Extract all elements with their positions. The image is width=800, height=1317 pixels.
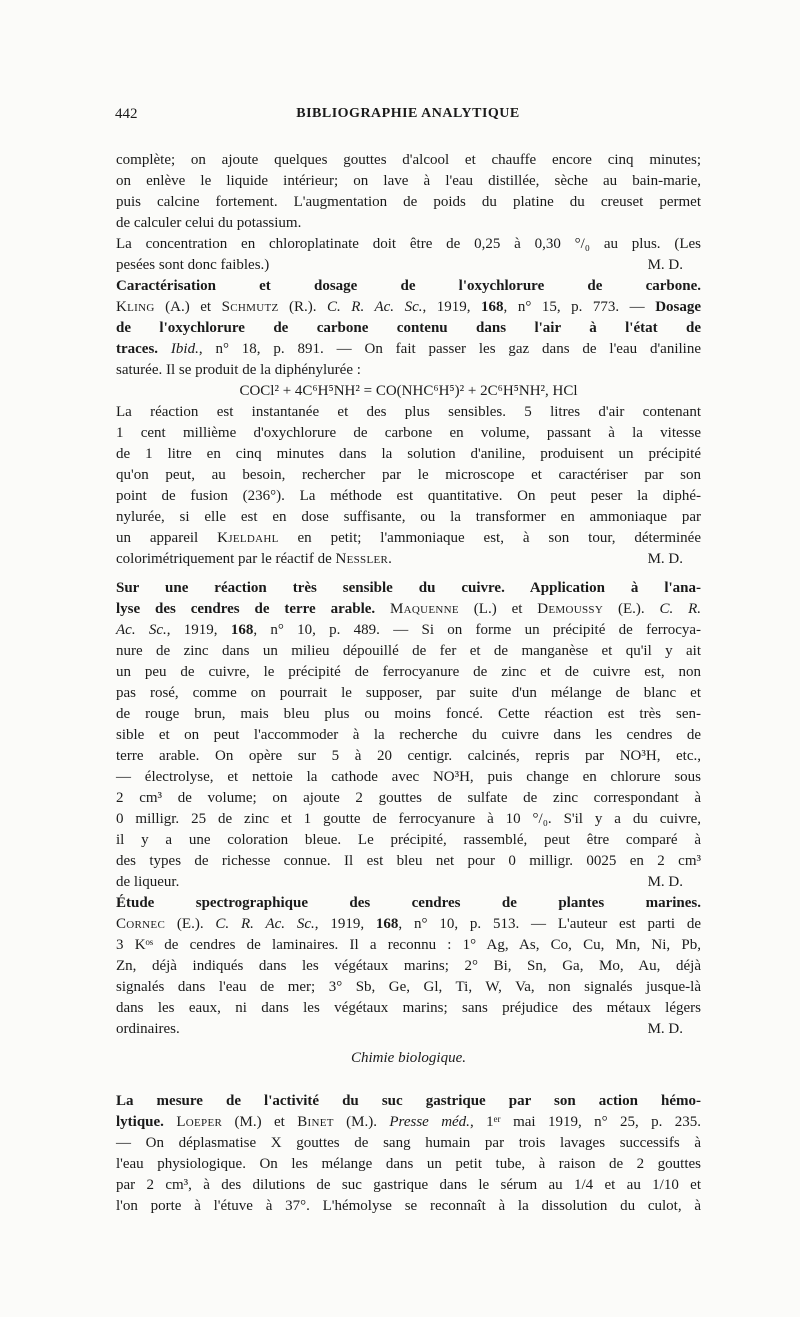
article-title — [116, 276, 701, 297]
text-fragment: (A.) et — [154, 299, 222, 315]
journal: Ibid. — [170, 341, 199, 357]
text-line — [116, 620, 701, 641]
text-fragment: , 1919, — [314, 916, 376, 932]
signature: M. D. — [647, 1021, 683, 1037]
text-fragment: (E.). — [165, 916, 216, 932]
text-fragment: en petit; l'ammoniaque est, à son tour, déterminée — [278, 530, 701, 546]
author: Loeper — [176, 1114, 223, 1130]
text-line: 2 cm³ de volume; on ajoute 2 gouttes de sulfate de zinc correspondant à — [116, 790, 701, 806]
title-text: de l'oxychlorure de carbone contenu dans l'air à l'état de — [116, 320, 701, 336]
text-line: puis calcine fortement. L'augmentation de poids du platine du creuset permet — [116, 194, 701, 210]
text-fragment: . — [388, 551, 392, 567]
text-line: complète; on ajoute quelques gouttes d'alcool et chauffe encore cinq minutes; — [116, 152, 701, 168]
author: Kling — [116, 299, 155, 315]
text-line: sible et on peut l'accommoder à la recherche du cuivre dans les cendres de — [116, 727, 701, 743]
text-fragment: ordinaires. — [116, 1021, 180, 1037]
text-line: — électrolyse, et nettoie la cathode avec NO³H, puis change en chlorure sous — [116, 769, 701, 785]
text-line: Zn, déjà indiqués dans les végétaux marins; 2° Bi, Sn, Ga, Mo, Au, déjà — [116, 958, 701, 974]
text-fragment: (M.) et — [222, 1114, 298, 1130]
text-fragment: (M.). — [333, 1114, 390, 1130]
article-title — [116, 318, 701, 339]
title-text: Étude spectrographique des cendres de plantes marines. — [116, 895, 701, 911]
text-fragment: , 1ᵉʳ mai 1919, n° 25, p. 235. — [469, 1114, 701, 1130]
text-fragment: (E.). — [603, 601, 660, 617]
person-name: Nessler — [335, 551, 389, 567]
text-line: 3 Kᵒˢ de cendres de laminaires. Il a reconnu : 1° Ag, As, Co, Cu, Mn, Ni, Pb, — [116, 937, 701, 953]
text-line — [116, 549, 701, 570]
signature: M. D. — [647, 874, 683, 890]
text-line: saturée. Il se produit de la diphénylurée : — [116, 362, 361, 378]
text-line: par 2 cm³, à des dilutions de suc gastrique dans le sérum au 1/4 et au 1/10 et — [116, 1177, 701, 1193]
title-text: traces. — [116, 341, 159, 357]
volume: 168 — [375, 916, 399, 932]
article-oxychlorure — [116, 276, 701, 570]
article-spectrographique — [116, 893, 701, 1040]
text-line — [116, 528, 701, 549]
signature: M. D. — [647, 551, 683, 567]
text-line: 0 milligr. 25 de zinc et 1 goutte de ferrocyanure à 10 °/₀. S'il y a du cuivre, — [116, 811, 701, 827]
article-suc-gastrique — [116, 1091, 701, 1217]
text-line: on enlève le liquide intérieur; on lave à l'eau distillée, sèche au bain-marie, — [116, 173, 701, 189]
title-text: Sur une réaction très sensible du cuivre. Application à l'ana- — [116, 580, 701, 596]
journal: Presse méd. — [389, 1114, 470, 1130]
chemical-equation: COCl² + 4C⁶H⁵NH² = CO(NHC⁶H⁵)² + 2C⁶H⁵NH², HCl — [239, 383, 578, 399]
title-text: Caractérisation et dosage de l'oxychlorure de carbone. — [116, 278, 701, 294]
citation-line — [116, 914, 701, 935]
text-line: La concentration en chloroplatinate doit être de 0,25 à 0,30 °/₀ au plus. (Les — [116, 236, 701, 252]
citation-line — [116, 297, 701, 318]
journal: C. R. — [659, 601, 702, 617]
volume: 168 — [230, 622, 254, 638]
text-fragment: , n° 10, p. 513. — L'auteur est parti de — [398, 916, 702, 932]
text-line — [116, 339, 701, 360]
text-line: de rouge brun, mais bleu plus ou moins foncé. Cette réaction est très sen- — [116, 706, 701, 722]
text-line: l'on porte à l'étuve à 37°. L'hémolyse se reconnaît à la dissolution du culot, à — [116, 1198, 701, 1214]
text-fragment: de liqueur. — [116, 874, 180, 890]
article-title — [116, 893, 701, 914]
text-fragment: , n° 10, p. 489. — Si on forme un précipité de ferrocya- — [253, 622, 702, 638]
text-line: point de fusion (236°). La méthode est quantitative. On peut peser la diphé- — [116, 488, 701, 504]
text-fragment: un appareil — [116, 530, 218, 546]
page-body — [116, 150, 701, 1217]
author: Maquenne — [390, 601, 459, 617]
running-title: BIBLIOGRAPHIE ANALYTIQUE — [296, 106, 520, 121]
text-fragment: , 1919, — [422, 299, 482, 315]
spacer — [116, 570, 701, 578]
title-text: Dosage — [655, 299, 702, 315]
text-line: La réaction est instantanée et des plus sensibles. 5 litres d'air contenant — [116, 404, 701, 420]
text-line — [116, 1019, 701, 1040]
article-cuivre — [116, 578, 701, 893]
text-line — [116, 255, 701, 276]
author: Binet — [297, 1114, 334, 1130]
text-line: un peu de cuivre, le précipité de ferrocyanure de zinc et de cuivre est, non — [116, 664, 701, 680]
text-line: nylurée, si elle est en dose suffisante, ou la transformer en ammoniaque par — [116, 509, 701, 525]
section-title: Chimie biologique. — [351, 1050, 466, 1066]
volume: 168 — [481, 299, 504, 315]
text-line: l'eau physiologique. On les mélange dans un petit tube, à raison de 2 gouttes — [116, 1156, 701, 1172]
article-title — [116, 578, 701, 599]
text-line: de 1 litre en cinq minutes dans la solution d'aniline, produisent un précipité — [116, 446, 701, 462]
person-name: Kjeldahl — [217, 530, 279, 546]
text-line: nure de zinc dans un milieu dépouillé de fer et de manganèse et qu'il y ait — [116, 643, 701, 659]
text-fragment: , n° 15, p. 773. — — [503, 299, 656, 315]
text-fragment: colorimétriquement par le réactif de — [116, 551, 336, 567]
author: Schmutz — [221, 299, 279, 315]
text-line: il y a une coloration bleue. Le précipité, rassemblé, peut être comparé à — [116, 832, 701, 848]
author: Demoussy — [537, 601, 604, 617]
title-text: lyse des cendres de terre arable. — [116, 601, 376, 617]
continued-paragraph — [116, 150, 701, 276]
text-fragment: pesées sont donc faibles.) — [116, 257, 270, 273]
text-line: qu'on peut, au besoin, rechercher par le microscope et caractériser par son — [116, 467, 701, 483]
author: Cornec — [116, 916, 166, 932]
journal: C. R. Ac. Sc. — [327, 299, 423, 315]
article-title — [116, 1091, 701, 1112]
text-line: de calculer celui du potassium. — [116, 215, 302, 231]
text-line: terre arable. On opère sur 5 à 20 centigr. calcinés, repris par NO³H, etc., — [116, 748, 701, 764]
title-text: lytique. — [116, 1114, 164, 1130]
text-line: dans les eaux, ni dans les végétaux marins; sans préjudice des métaux légers — [116, 1000, 701, 1016]
spacer — [116, 1040, 701, 1048]
text-line — [116, 872, 701, 893]
spacer — [116, 1069, 701, 1091]
text-line: pas rosé, comme on pourrait le supposer, par suite d'un mélange de blanc et — [116, 685, 701, 701]
text-line: des types de richesse connue. Il est bleu net pour 0 milligr. 0025 en 2 cm³ — [116, 853, 701, 869]
text-fragment: , 1919, — [166, 622, 231, 638]
page-header — [115, 106, 701, 128]
signature: M. D. — [647, 257, 683, 273]
text-line: 1 cent millième d'oxychlorure de carbone en volume, passant à la vitesse — [116, 425, 701, 441]
journal: Ac. Sc. — [116, 622, 167, 638]
text-fragment: (R.). — [278, 299, 328, 315]
journal: C. R. Ac. Sc. — [215, 916, 315, 932]
text-line: — On déplasmatise X gouttes de sang humain par trois lavages successifs à — [116, 1135, 701, 1151]
text-fragment: (L.) et — [458, 601, 538, 617]
citation-line — [116, 1112, 701, 1133]
text-fragment: , n° 18, p. 891. — On fait passer les gaz dans de l'eau d'aniline — [198, 341, 701, 357]
page-number: 442 — [115, 106, 138, 122]
title-text: La mesure de l'activité du suc gastrique par son action hémo- — [116, 1093, 701, 1109]
text-line: signalés dans l'eau de mer; 3° Sb, Ge, Gl, Ti, W, Va, non signalés jusque-là — [116, 979, 701, 995]
citation-line — [116, 599, 701, 620]
